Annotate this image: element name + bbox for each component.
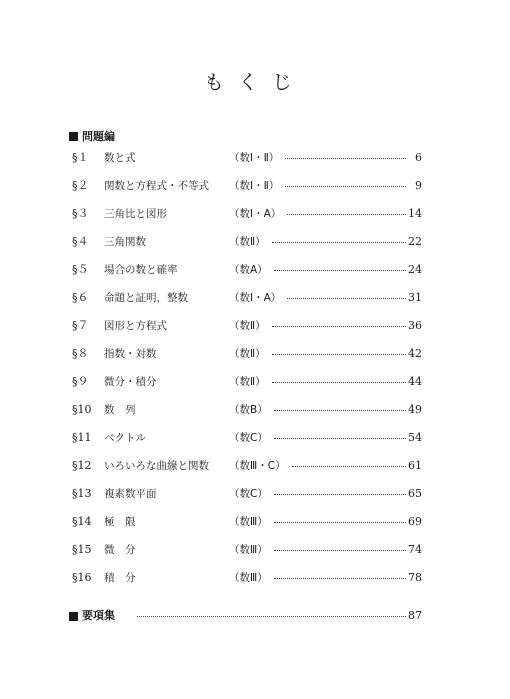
toc-entry[interactable] bbox=[72, 178, 422, 194]
problems-heading-label: 問題編 bbox=[82, 130, 115, 143]
toc-entry[interactable] bbox=[72, 402, 422, 418]
section-number: §４ bbox=[72, 235, 89, 248]
section-title: 関数と方程式・不等式 bbox=[104, 180, 209, 192]
subject-label: （数B） bbox=[229, 404, 268, 416]
section-title: 微分・積分 bbox=[104, 376, 157, 388]
page-number: 24 bbox=[408, 263, 422, 276]
square-bullet-icon bbox=[69, 612, 78, 621]
subject-label: （数Ⅲ） bbox=[229, 516, 268, 528]
problems-heading bbox=[69, 128, 115, 144]
page-number: 36 bbox=[408, 319, 422, 332]
square-bullet-icon bbox=[69, 132, 78, 141]
dot-leader bbox=[274, 438, 406, 439]
subject-label: （数Ⅰ・Ⅱ） bbox=[229, 180, 280, 192]
section-number: §７ bbox=[72, 319, 89, 332]
section-title: 数と式 bbox=[104, 152, 136, 164]
dot-leader bbox=[287, 214, 406, 215]
dot-leader bbox=[274, 270, 406, 271]
subject-label: （数Ⅰ・Ⅱ） bbox=[229, 152, 280, 164]
toc-entry[interactable] bbox=[72, 262, 422, 278]
section-title: 微 分 bbox=[104, 544, 136, 556]
page-number: 78 bbox=[408, 571, 422, 584]
section-number: §10 bbox=[72, 403, 92, 416]
section-title: 命題と証明，整数 bbox=[104, 292, 188, 304]
dot-leader bbox=[272, 382, 406, 383]
section-title: 三角比と図形 bbox=[104, 208, 167, 220]
dot-leader bbox=[274, 494, 406, 495]
page-number: 31 bbox=[408, 291, 422, 304]
subject-label: （数A） bbox=[229, 264, 268, 276]
dot-leader bbox=[274, 410, 406, 411]
toc-entry[interactable] bbox=[72, 374, 422, 390]
section-number: §６ bbox=[72, 291, 89, 304]
subject-label: （数Ⅰ・A） bbox=[229, 292, 282, 304]
section-title: 場合の数と確率 bbox=[104, 264, 178, 276]
subject-label: （数Ⅲ・C） bbox=[229, 460, 286, 472]
dot-leader bbox=[272, 242, 406, 243]
summary-heading bbox=[69, 608, 115, 624]
section-number: §１ bbox=[72, 151, 89, 164]
page-number: 42 bbox=[408, 347, 422, 360]
subject-label: （数C） bbox=[229, 432, 268, 444]
summary-label: 要項集 bbox=[82, 609, 115, 622]
subject-label: （数Ⅰ・A） bbox=[229, 208, 282, 220]
section-number: §16 bbox=[72, 571, 92, 584]
dot-leader bbox=[285, 186, 406, 187]
page-number: 49 bbox=[408, 403, 422, 416]
section-title: 数 列 bbox=[104, 404, 136, 416]
section-title: 極 限 bbox=[104, 516, 136, 528]
dot-leader bbox=[287, 298, 406, 299]
section-title: ベクトル bbox=[104, 432, 146, 444]
toc-entry[interactable] bbox=[72, 206, 422, 222]
page-number: 14 bbox=[408, 207, 422, 220]
subject-label: （数Ⅱ） bbox=[229, 376, 266, 388]
page-number: 69 bbox=[408, 515, 422, 528]
page-number: 44 bbox=[408, 375, 422, 388]
toc-entry[interactable] bbox=[72, 486, 422, 502]
page-number: 65 bbox=[408, 487, 422, 500]
dot-leader bbox=[272, 326, 406, 327]
section-number: §13 bbox=[72, 487, 92, 500]
subject-label: （数Ⅱ） bbox=[229, 320, 266, 332]
subject-label: （数C） bbox=[229, 488, 268, 500]
section-number: §３ bbox=[72, 207, 89, 220]
section-number: §12 bbox=[72, 459, 92, 472]
section-title: 図形と方程式 bbox=[104, 320, 167, 332]
section-number: §２ bbox=[72, 179, 89, 192]
section-number: §15 bbox=[72, 543, 92, 556]
summary-entry[interactable] bbox=[69, 608, 422, 624]
section-title: 複素数平面 bbox=[104, 488, 157, 500]
toc-entry[interactable] bbox=[72, 150, 422, 166]
page-title: もくじ bbox=[204, 70, 306, 94]
page-number: 74 bbox=[408, 543, 422, 556]
page-number: 9 bbox=[415, 179, 422, 192]
summary-page-number: 87 bbox=[408, 609, 422, 622]
section-number: §14 bbox=[72, 515, 92, 528]
dot-leader bbox=[274, 578, 406, 579]
toc-entry[interactable] bbox=[72, 430, 422, 446]
section-number: §５ bbox=[72, 263, 89, 276]
toc-entry[interactable] bbox=[72, 290, 422, 306]
toc-entry[interactable] bbox=[72, 458, 422, 474]
subject-label: （数Ⅲ） bbox=[229, 544, 268, 556]
toc-entry[interactable] bbox=[72, 542, 422, 558]
toc-entry[interactable] bbox=[72, 234, 422, 250]
subject-label: （数Ⅱ） bbox=[229, 348, 266, 360]
dot-leader bbox=[274, 550, 406, 551]
dot-leader bbox=[285, 158, 406, 159]
section-title: 指数・対数 bbox=[104, 348, 157, 360]
dot-leader bbox=[137, 616, 406, 617]
dot-leader bbox=[292, 466, 406, 467]
dot-leader bbox=[272, 354, 406, 355]
toc-entry[interactable] bbox=[72, 514, 422, 530]
page-number: 61 bbox=[408, 459, 422, 472]
page-number: 54 bbox=[408, 431, 422, 444]
dot-leader bbox=[274, 522, 406, 523]
section-number: §８ bbox=[72, 347, 89, 360]
page-number: 22 bbox=[408, 235, 422, 248]
section-number: §11 bbox=[72, 431, 92, 444]
toc-entry[interactable] bbox=[72, 570, 422, 586]
section-title: 積 分 bbox=[104, 572, 136, 584]
toc-entry[interactable] bbox=[72, 318, 422, 334]
toc-entry[interactable] bbox=[72, 346, 422, 362]
section-number: §９ bbox=[72, 375, 89, 388]
page-number: 6 bbox=[415, 151, 422, 164]
section-title: いろいろな曲線と関数 bbox=[104, 460, 209, 472]
subject-label: （数Ⅲ） bbox=[229, 572, 268, 584]
subject-label: （数Ⅱ） bbox=[229, 236, 266, 248]
section-title: 三角関数 bbox=[104, 236, 146, 248]
